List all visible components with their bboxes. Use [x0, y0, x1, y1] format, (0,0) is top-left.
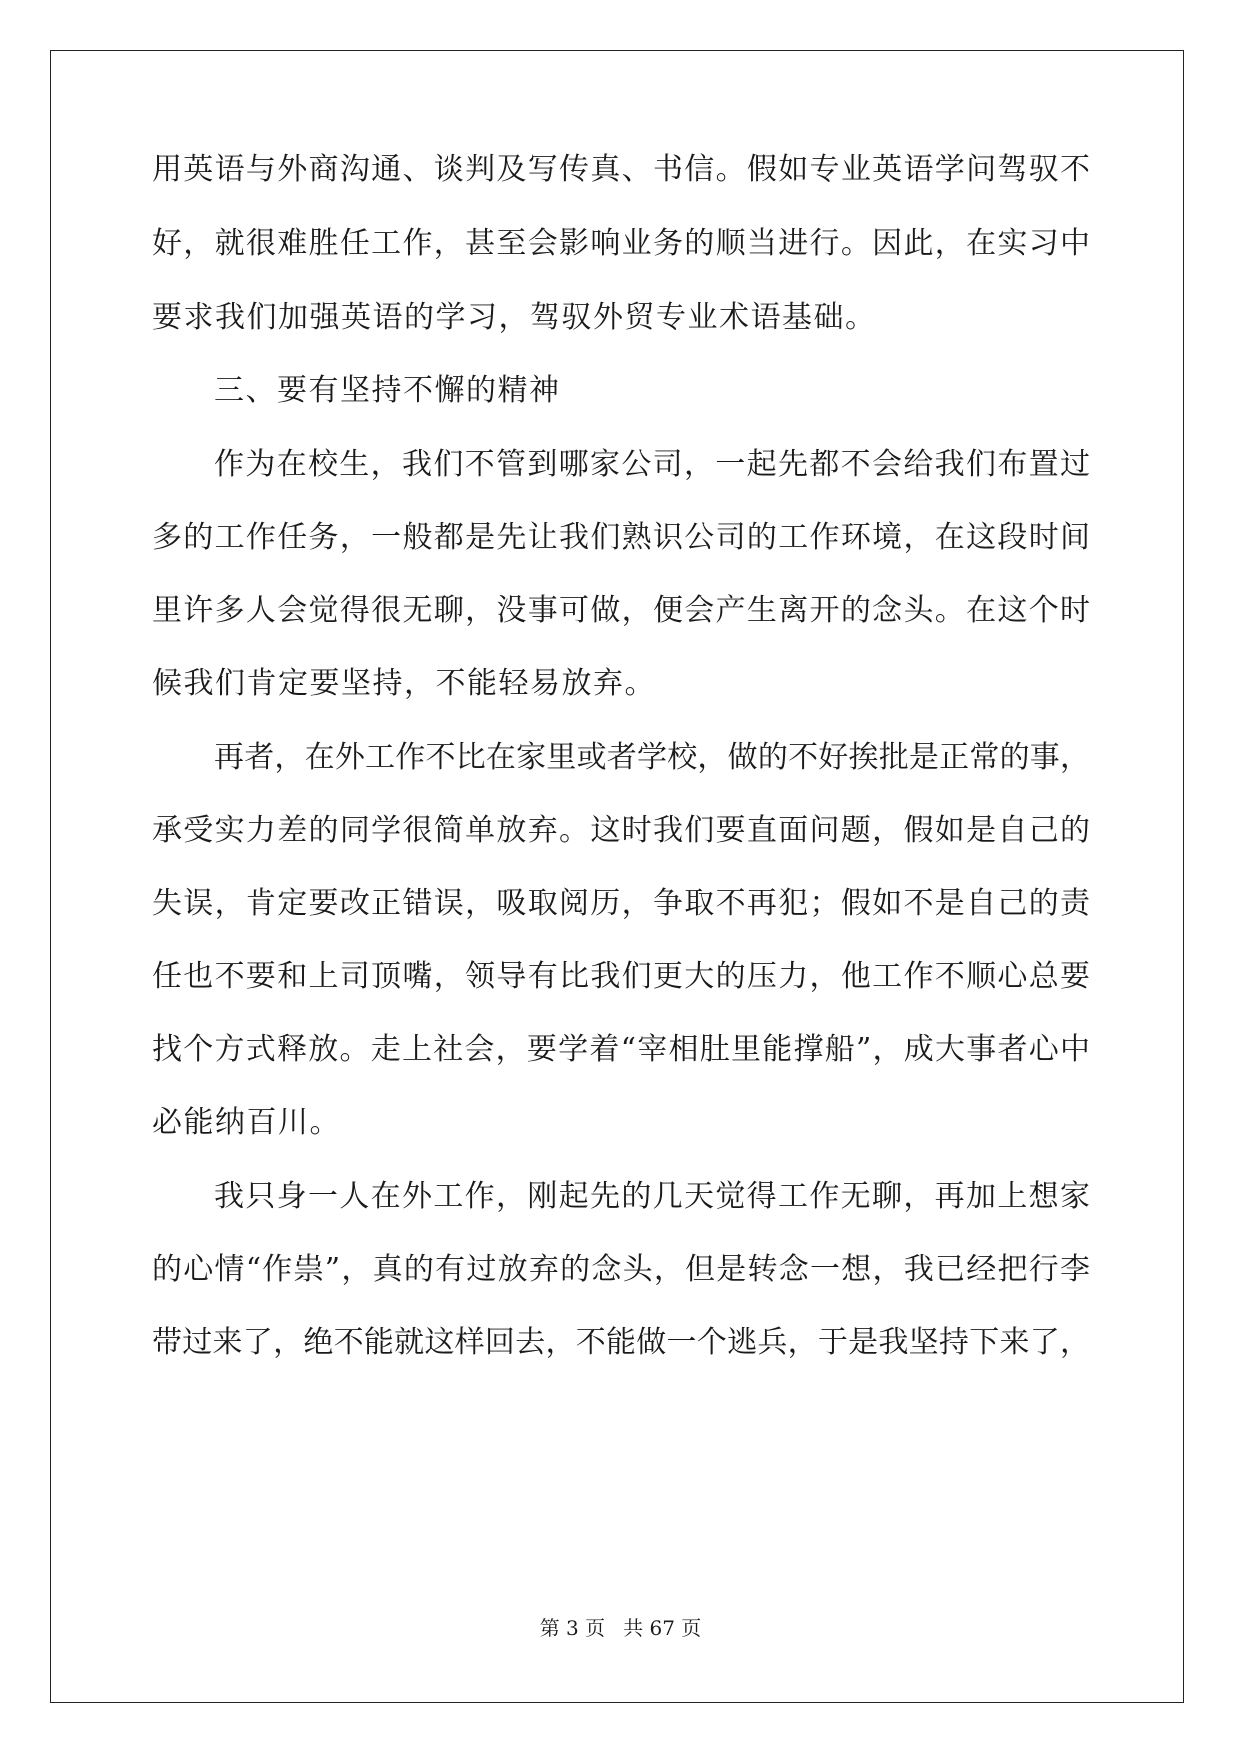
text-line: 的心情“作祟”，真的有过放弃的念头，但是转念一想，我已经把行李 — [152, 1252, 1090, 1287]
text-line: 失误，肯定要改正错误，吸取阅历，争取不再犯；假如不是自己的责 — [152, 886, 1090, 921]
text-line: 承受实力差的同学很简单放弃。这时我们要直面问题，假如是自己的 — [152, 813, 1090, 848]
text-line: 找个方式释放。走上社会，要学着“宰相肚里能撑船”，成大事者心中 — [152, 1032, 1090, 1067]
text-line: 好，就很难胜任工作，甚至会影响业务的顺当进行。因此，在实习中 — [152, 226, 1090, 261]
text-line: 必能纳百川。 — [152, 1105, 341, 1140]
page-footer — [0, 1615, 1241, 1641]
text-line: 候我们肯定要坚持，不能轻易放弃。 — [152, 666, 656, 701]
text-line: 里许多人会觉得很无聊，没事可做，便会产生离开的念头。在这个时 — [152, 593, 1090, 628]
text-line: 带过来了，绝不能就这样回去，不能做一个逃兵，于是我坚持下来了， — [152, 1325, 1090, 1360]
text-line: 我只身一人在外工作，刚起先的几天觉得工作无聊，再加上想家 — [214, 1179, 1090, 1214]
page-total: 共 67 页 — [623, 1616, 702, 1640]
page-number: 第 3 页 — [539, 1616, 606, 1640]
text-line: 多的工作任务，一般都是先让我们熟识公司的工作环境，在这段时间 — [152, 520, 1090, 555]
text-line: 再者，在外工作不比在家里或者学校，做的不好挨批是正常的事， — [214, 740, 1090, 775]
section-heading: 三、要有坚持不懈的精神 — [214, 373, 561, 408]
text-line: 要求我们加强英语的学习，驾驭外贸专业术语基础。 — [152, 300, 877, 335]
text-line: 用英语与外商沟通、谈判及写传真、书信。假如专业英语学问驾驭不 — [152, 152, 1090, 187]
text-line: 任也不要和上司顶嘴，领导有比我们更大的压力，他工作不顺心总要 — [152, 959, 1090, 994]
text-line: 作为在校生，我们不管到哪家公司，一起先都不会给我们布置过 — [214, 447, 1090, 482]
